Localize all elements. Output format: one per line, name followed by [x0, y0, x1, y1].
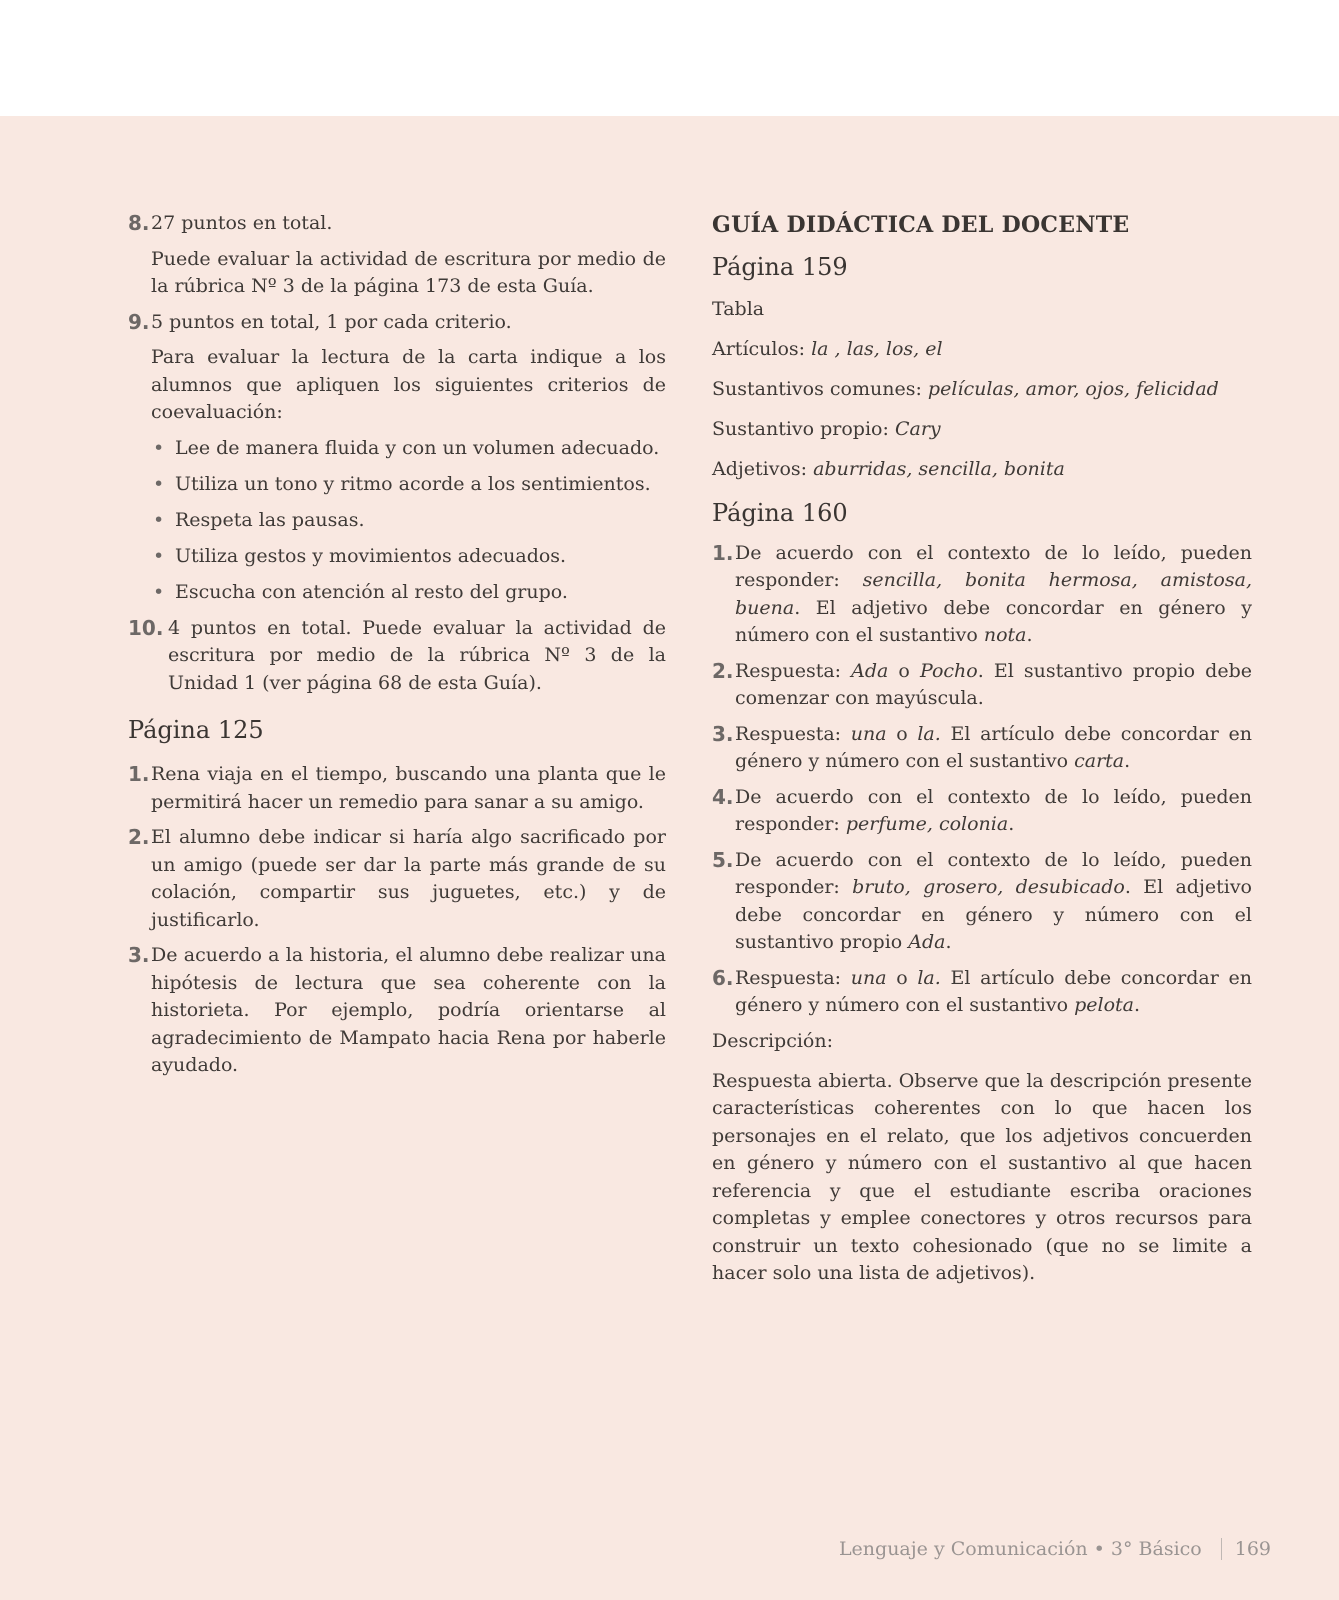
line-label: Sustantivo propio: — [712, 418, 889, 440]
line-label: Sustantivos comunes: — [712, 378, 922, 400]
text-run: . El adjetivo debe concordar en género y número con el sustantivo propio — [735, 876, 1252, 953]
list-item: • Respeta las pausas. — [151, 507, 666, 535]
text-run: De acuerdo con el contexto de lo leído, pueden responder: — [735, 785, 1252, 835]
text-run: . — [1134, 994, 1141, 1016]
text-run: . — [1026, 624, 1033, 646]
descripcion-label: Descripción: — [712, 1029, 833, 1052]
list-item — [128, 824, 666, 934]
section-heading: Página 160 — [712, 498, 848, 527]
item-text: El alumno debe indicar si haría algo sacrificado por un amigo (puede ser dar la parte más grande de su colación, compartir sus juguetes, etc.) y de justificarlo. — [151, 826, 666, 931]
text-run: o — [886, 966, 918, 989]
line-value: aburridas, sencilla, bonita — [813, 458, 1065, 480]
text-run: una — [850, 966, 887, 989]
item-text — [735, 965, 1252, 1020]
item-number: 2. — [712, 658, 734, 683]
item-number: 3. — [128, 943, 150, 967]
text-run: El artículo debe concordar en género y número con el sustantivo — [735, 966, 1252, 1016]
item-number: 4. — [712, 784, 734, 809]
page-footer — [839, 1538, 1271, 1560]
page-number: 169 — [1234, 1538, 1271, 1560]
text-run: la. — [917, 722, 941, 745]
text-run: Respuesta: — [735, 659, 852, 682]
item-number: 1. — [712, 540, 734, 565]
item-10 — [128, 615, 666, 698]
text-run: Respuesta: — [735, 966, 851, 989]
item-8-paragraph: Puede evaluar la actividad de escritura por medio de la rúbrica Nº 3 de la página 173 de esta Guía. — [151, 247, 666, 297]
item-text — [735, 540, 1252, 650]
adjetivos-line — [712, 456, 1252, 484]
articulos-line — [712, 336, 1252, 364]
text-run: Ada — [851, 659, 889, 682]
text-run: Ada — [908, 931, 946, 953]
item-text: 27 puntos en total. — [151, 212, 333, 234]
text-run: nota — [983, 624, 1027, 646]
descripcion-text: Respuesta abierta. Observe que la descripción presente características coherentes con lo que hacen los personajes en el relato, que los adjetivos concuerden en género y número con el sustantivo al que hacen referencia y que el estudiante escriba oraciones completas y emplee conectores y otros recursos para construir un texto cohesionado (que no se limite a hacer solo una lista de adjetivos). — [712, 1069, 1252, 1284]
comunes-line — [712, 376, 1252, 404]
text-run: sencilla, bonita hermosa, amistosa, buena — [735, 569, 1252, 619]
item-text — [735, 847, 1252, 957]
text-run: . El adjetivo debe concordar en género y número con el sustantivo — [735, 596, 1252, 646]
list-item: • Lee de manera fluida y con un volumen adecuado. — [151, 435, 666, 463]
item-9-paragraph: Para evaluar la lectura de la carta indique a los alumnos que apliquen los siguientes criterios de coevaluación: — [151, 346, 666, 423]
right-column — [712, 210, 1252, 1288]
text-run: De acuerdo con el contexto de lo leído, pueden responder: — [735, 541, 1252, 591]
item-8 — [128, 210, 666, 238]
text-run: pelota — [1074, 994, 1134, 1016]
item-number: 3. — [712, 721, 734, 746]
text-run: o — [888, 659, 920, 682]
item-number: 10. — [128, 615, 164, 640]
line-value: películas, amor, ojos, felicidad — [927, 378, 1219, 400]
text-run: Respuesta: — [735, 722, 851, 745]
item-text: De acuerdo a la historia, el alumno debe realizar una hipótesis de lectura que sea coherente con la historieta. Por ejemplo, podría orientarse al agradecimiento de Mampato hacia Rena por haberle ayudado. — [151, 944, 666, 1076]
list-item — [712, 721, 1252, 776]
line-value: la , las, los, el — [811, 338, 943, 360]
list-item — [712, 965, 1252, 1020]
propio-line — [712, 416, 1252, 444]
guide-title: GUÍA DIDÁCTICA DEL DOCENTE — [712, 212, 1130, 238]
text-run: . — [1008, 813, 1015, 835]
text-run: El artículo debe concordar en género y número con el sustantivo — [735, 722, 1252, 772]
item-text — [735, 721, 1252, 776]
text-run: o — [886, 722, 918, 745]
list-item — [712, 847, 1252, 957]
text-run: bruto, grosero, desubicado — [852, 876, 1125, 898]
list-item — [712, 784, 1252, 839]
item-text: 5 puntos en total, 1 por cada criterio. — [151, 310, 512, 333]
text-run: . — [1124, 750, 1131, 772]
list-item — [128, 942, 666, 1080]
item-number: 1. — [128, 762, 150, 786]
text-run: la. — [917, 966, 941, 989]
list-item: • Utiliza gestos y movimientos adecuados. — [151, 543, 666, 571]
item-number: 9. — [128, 309, 150, 334]
list-item: • Escucha con atención al resto del grupo. — [151, 579, 666, 607]
item-number: 2. — [128, 825, 150, 849]
item-text — [735, 784, 1252, 839]
section-heading: Página 125 — [128, 716, 264, 744]
left-column — [128, 210, 666, 1088]
list-item — [712, 658, 1252, 713]
line-label: Adjetivos: — [712, 458, 808, 480]
tabla-label: Tabla — [712, 298, 765, 320]
item-text: Rena viaja en el tiempo, buscando una planta que le permitirá hacer un remedio para sanar a su amigo. — [151, 763, 666, 813]
line-label: Artículos: — [712, 338, 806, 360]
item-9 — [128, 309, 666, 337]
item-text: 4 puntos en total. Puede evaluar la actividad de escritura por medio de la rúbrica Nº 3 de la Unidad 1 (ver página 68 de esta Guía). — [168, 616, 666, 694]
item-number: 6. — [712, 965, 734, 990]
text-run: una — [850, 722, 887, 745]
list-item: • Utiliza un tono y ritmo acorde a los sentimientos. — [151, 471, 666, 499]
text-run: De acuerdo con el contexto de lo leído, pueden responder: — [735, 848, 1252, 898]
text-run: carta — [1074, 750, 1125, 772]
footer-divider — [1221, 1538, 1222, 1560]
item-number: 5. — [712, 847, 734, 872]
text-run: . El sustantivo propio debe comenzar con mayúscula. — [735, 659, 1252, 709]
line-value: Cary — [894, 418, 941, 440]
section-heading: Página 159 — [712, 253, 848, 281]
text-run: perfume, colonia — [845, 813, 1009, 835]
text-run: Pocho — [919, 659, 978, 682]
item-number: 8. — [128, 211, 150, 235]
text-run: . — [945, 931, 952, 953]
footer-text: Lenguaje y Comunicación • 3° Básico — [838, 1538, 1202, 1560]
list-item — [128, 761, 666, 816]
item-text — [735, 658, 1252, 713]
list-item — [712, 540, 1252, 650]
criteria-list — [151, 435, 666, 607]
